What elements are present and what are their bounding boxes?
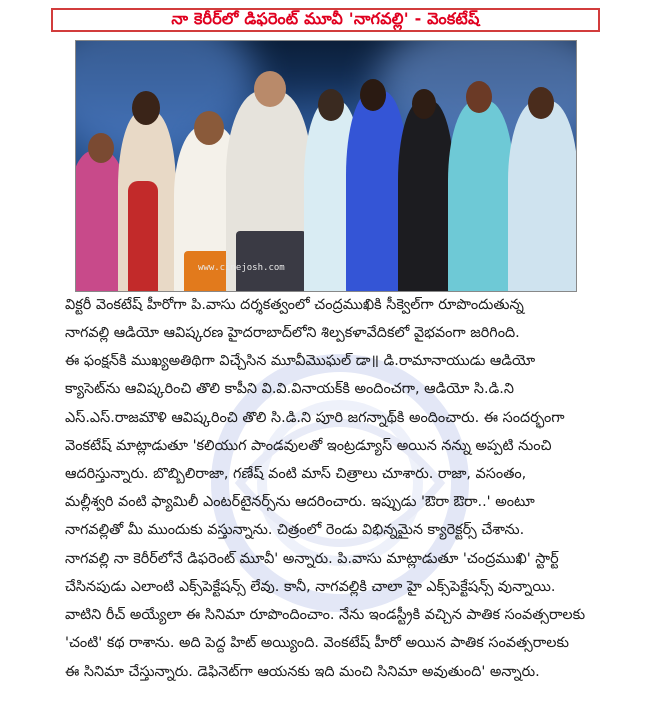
article-body [0,293,650,709]
photo-watermark: www.cinejosh.com [198,263,285,273]
article-line: క్యాసెట్‌ను ఆవిష్కరించి తొలి కాపీని వి.వి.వినాయక్‌కి అందించగా, ఆడియో సి.డి.ని [65,381,514,397]
article-line: వెంకటేష్ మాట్లాడుతూ 'కలియుగ పాండవులతో ఇంట్రడ్యూస్ అయిన నన్ను అప్పటి నుంచి [65,438,552,454]
article-line: నాగవల్లితో మీ ముందుకు వస్తున్నాను. చిత్రంలో రెండు విభిన్నమైన క్యారెక్టర్స్ చేశాను. [65,522,525,538]
article-line: నాగవల్లి నా కెరీర్‌లోనే డిఫరెంట్ మూవీ' అన్నారు. పి.వాసు మాట్లాడుతూ 'చంద్రముఖి' స్టార్ట్ [65,551,559,567]
article-line: వాటిని రీచ్ అయ్యేలా ఈ సినిమా రూపొందించాం. నేను ఇండస్ట్రీకి వచ్చిన పాతిక సంవత్సరాలకు [65,607,586,623]
headline-banner [51,8,600,32]
article-line: ఈ ఫంక్షన్‌కి ముఖ్యఅతిథిగా విచ్చేసిన మూవీమొఘల్ డా॥ డి.రామానాయుడు ఆడియో [65,353,536,369]
article-line: ఎస్.ఎస్.రాజమౌళి ఆవిష్కరించి తొలి సి.డి.ని పూరి జగన్నాథ్‌కి అందించారు. ఈ సందర్భంగా [65,410,565,426]
event-photo [75,40,577,292]
article-line: నాగవల్లి ఆడియో ఆవిష్కరణ హైదరాబాద్‌లోని శిల్పకళావేదికలో వైభవంగా జరిగింది. [65,325,520,341]
article-line: విక్టరీ వెంకటేష్ హీరోగా పి.వాసు దర్శకత్వంలో చంద్రముఖికి సీక్వెల్‌గా రూపొందుతున్న [65,297,524,313]
article-line: ఈ సినిమా చేస్తున్నారు. డెఫినెట్‌గా ఆయనకు ఇది మంచి సినిమా అవుతుంది' అన్నారు. [65,664,540,680]
article-line: మల్లీశ్వరి వంటి ఫ్యామిలీ ఎంటర్‌టైనర్స్‌ను ఆదరించారు. ఇప్పుడు 'ఔరా ఔరా..' అంటూ [65,494,535,510]
headline: నా కెరీర్‌లో డిఫరెంట్ మూవీ 'నాగవల్లి' - వెంకటేష్ [171,8,480,28]
article-line: ఆదరిస్తున్నారు. బొబ్బిలిరాజా, గణేష్ వంటి మాస్ చిత్రాలు చూశారు. రాజా, వసంతం, [65,466,527,482]
article-line: చేసినపుడు ఎలాంటి ఎక్స్‌పెక్టేషన్స్ లేవు. కానీ, నాగవల్లికి చాలా హై ఎక్స్‌పెక్టేషన్స్ వున్నాయి. [65,579,556,595]
article-line: 'చంటి' కథ రాశాను. అది పెద్ద హిట్ అయ్యింది. వెంకటేష్ హీరో అయిన పాతిక సంవత్సరాలకు [65,635,569,651]
